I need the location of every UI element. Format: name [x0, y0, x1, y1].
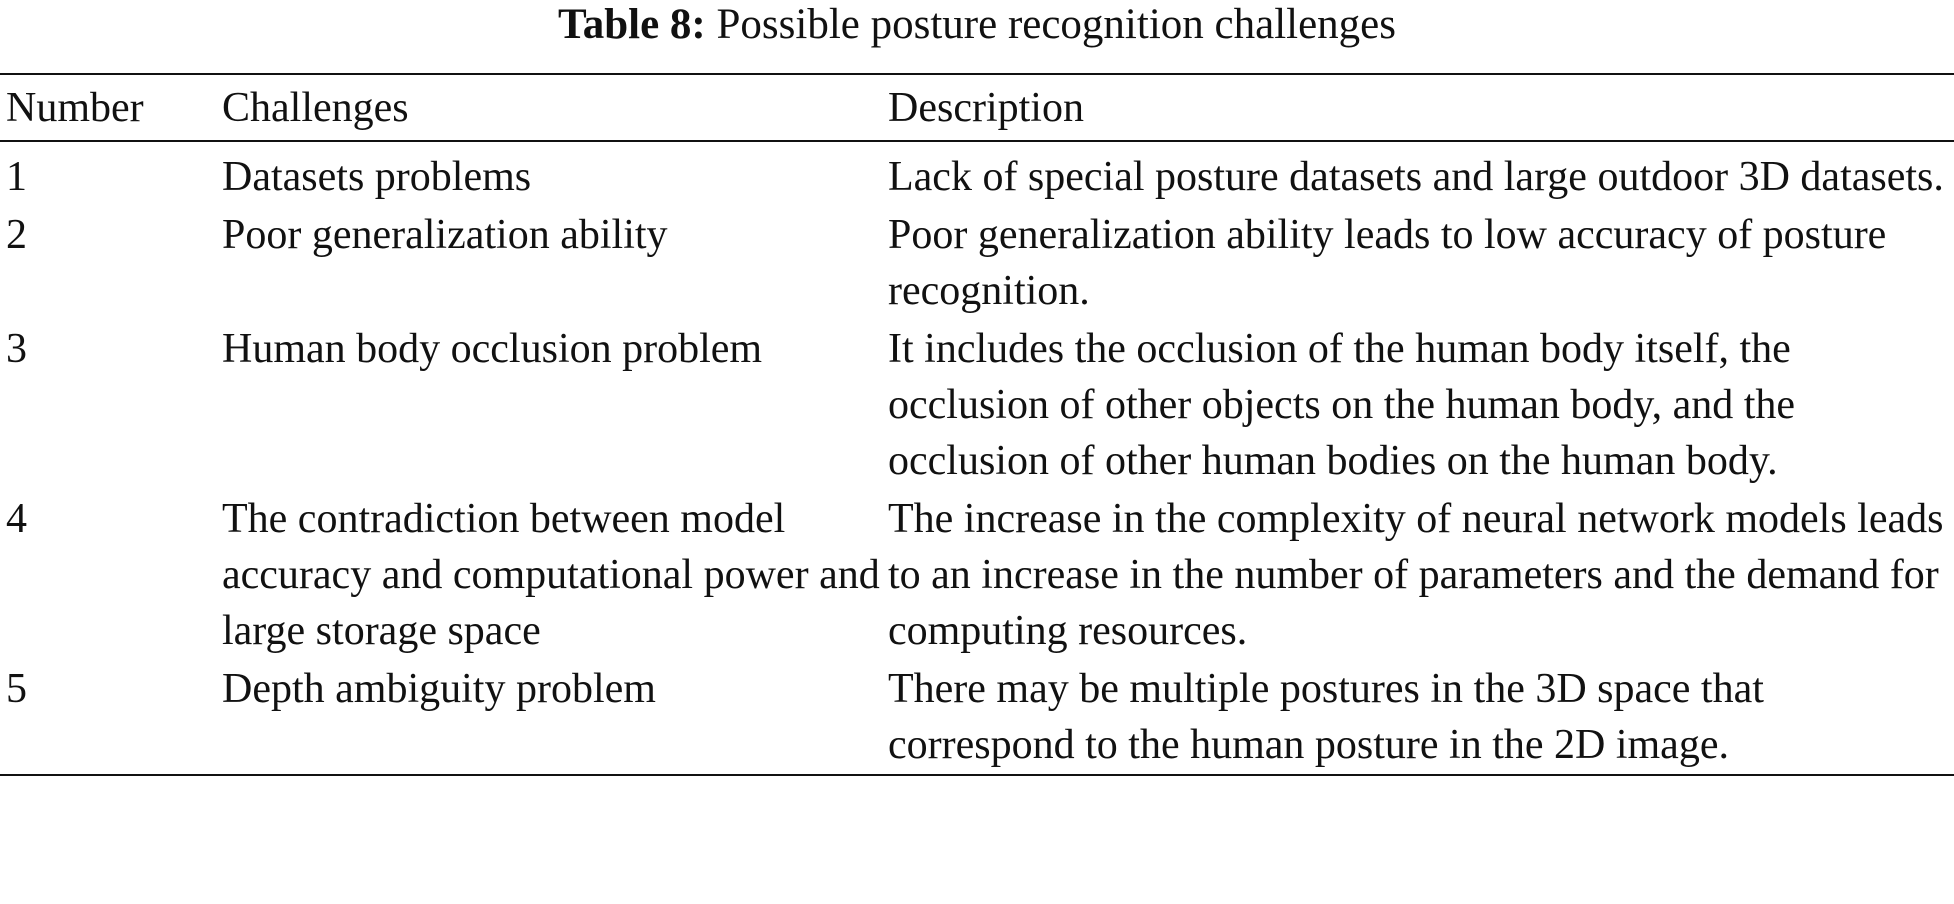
table-caption	[0, 0, 1954, 50]
row-description: It includes the occlusion of the human body itself, the occlusion of other objects on the human body, and the occlusion of other human bodies on the human body.	[888, 326, 1796, 484]
table-caption-title: Possible posture recognition challenges	[716, 1, 1396, 48]
row-number: 5	[6, 666, 27, 712]
row-challenge: Datasets problems	[222, 154, 532, 200]
row-number: 3	[6, 326, 27, 372]
row-number: 2	[6, 212, 27, 258]
row-description: Poor generalization ability leads to low accuracy of posture recognition.	[888, 212, 1887, 314]
row-challenge: Human body occlusion problem	[222, 326, 763, 372]
table-row	[0, 141, 1954, 206]
table-caption-label: Table 8:	[558, 1, 706, 48]
row-description: Lack of special posture datasets and large outdoor 3D datasets.	[888, 154, 1944, 200]
table-row	[0, 660, 1954, 775]
row-number: 4	[6, 496, 27, 542]
row-description: The increase in the complexity of neural network models leads to an increase in the number of parameters and the demand for computing resources.	[888, 496, 1944, 654]
header-number: Number	[6, 85, 144, 131]
header-description: Description	[888, 85, 1084, 131]
table-header-row	[0, 74, 1954, 141]
row-number: 1	[6, 154, 27, 200]
table-row	[0, 320, 1954, 490]
header-challenges: Challenges	[222, 85, 409, 131]
row-challenge: Poor generalization ability	[222, 212, 668, 258]
row-challenge: Depth ambiguity problem	[222, 666, 656, 712]
row-description: There may be multiple postures in the 3D space that correspond to the human posture in the 2D image.	[888, 666, 1764, 768]
row-challenge: The contradiction between model accuracy and computational power and large storage space	[222, 496, 880, 654]
table-row	[0, 490, 1954, 660]
challenges-table	[0, 73, 1954, 776]
table-row	[0, 206, 1954, 320]
